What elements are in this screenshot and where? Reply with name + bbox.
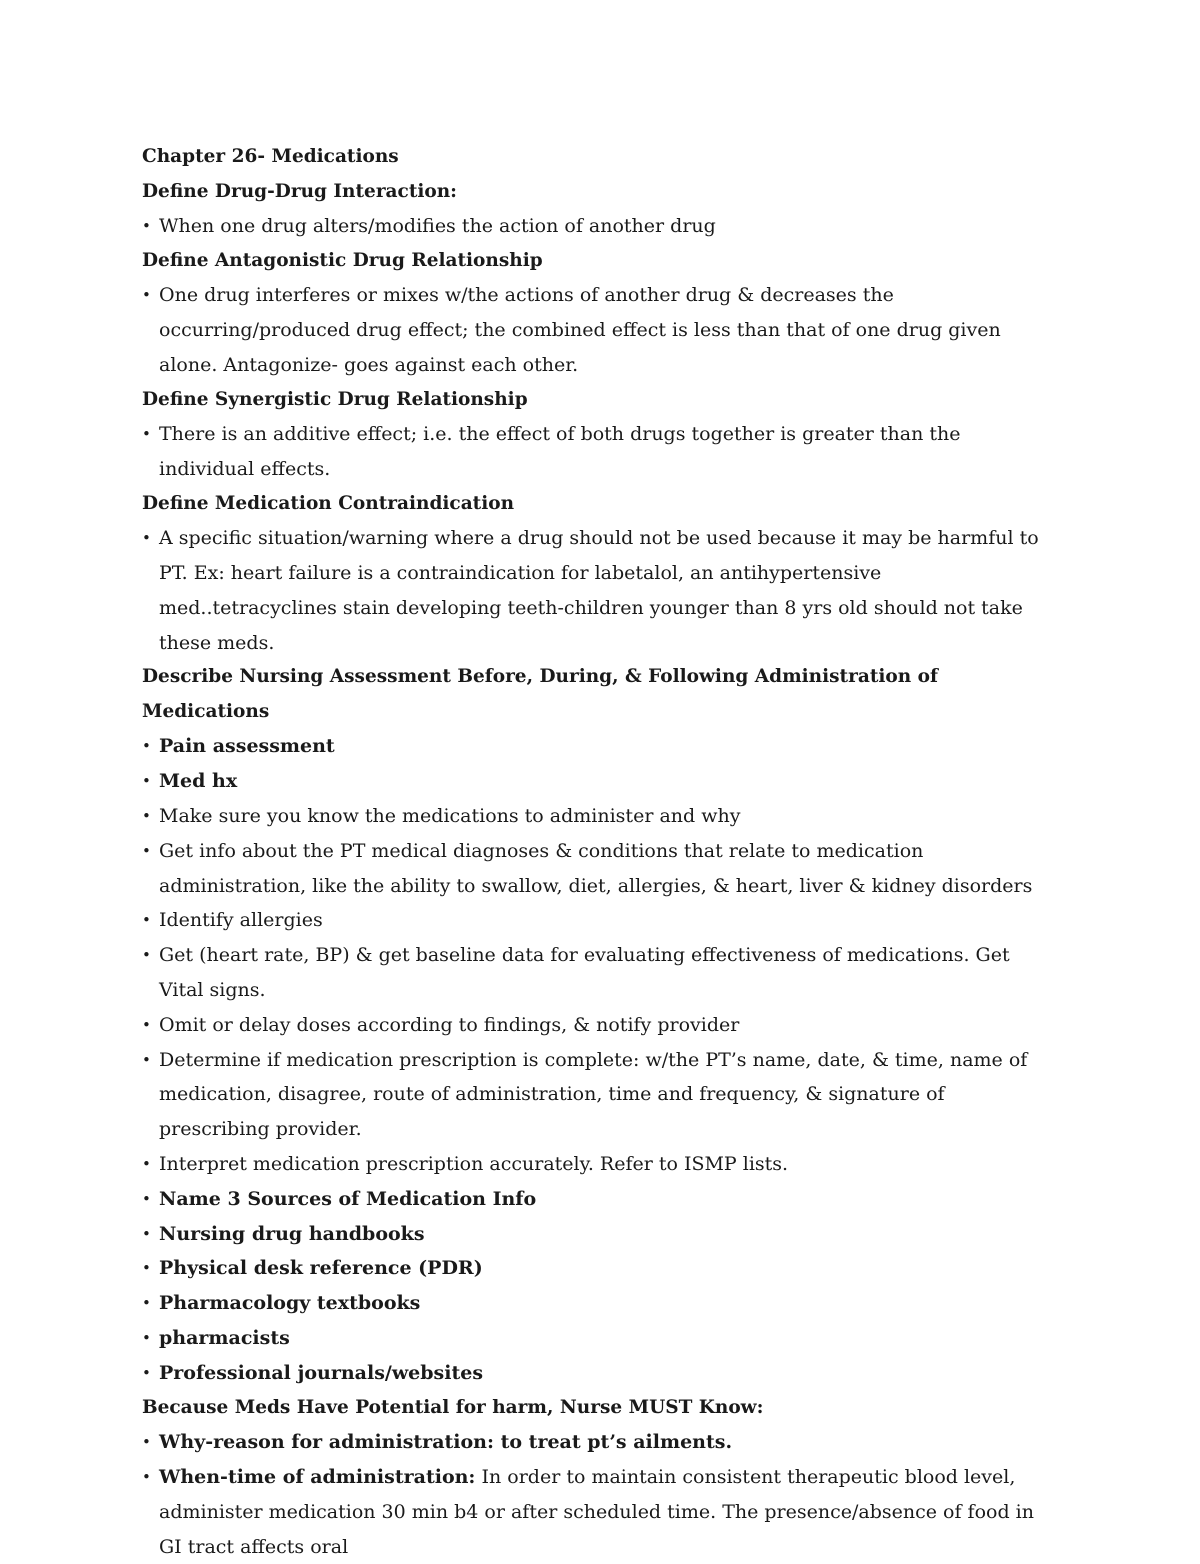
- bullet-icon: •: [142, 946, 151, 965]
- list-drug-drug-interaction: [142, 209, 1055, 244]
- list-item: • Make sure you know the medications to administer and why: [142, 799, 1055, 834]
- bullet-icon: •: [142, 1224, 151, 1243]
- list-item: • A specific situation/warning where a drug should not be used because it may be harmful to PT. Ex: heart failure is a contraindication for labetalol, an antihypertensive med..tetracyclines stain developing teeth-children younger than 8 yrs old should not take these meds.: [142, 521, 1055, 660]
- bullet-icon: •: [142, 1294, 151, 1313]
- bullet-icon: •: [142, 1329, 151, 1348]
- list-item: • Determine if medication prescription is complete: w/the PT’s name, date, & time, name of medication, disagree, route of administration, time and frequency, & signature of prescribing provider.: [142, 1043, 1055, 1147]
- bullet-icon: •: [142, 807, 151, 826]
- bullet-icon: •: [142, 1433, 151, 1452]
- list-item: • One drug interferes or mixes w/the actions of another drug & decreases the occurring/produced drug effect; the combined effect is less than that of one drug given alone. Antagonize- goes against each other.: [142, 278, 1055, 382]
- bullet-icon: •: [142, 841, 151, 860]
- list-item: • Name 3 Sources of Medication Info: [142, 1182, 1055, 1217]
- bullet-icon: •: [142, 1259, 151, 1278]
- bullet-icon: •: [142, 1050, 151, 1069]
- heading-synergistic: Define Synergistic Drug Relationship: [142, 388, 528, 410]
- list-item: • Nursing drug handbooks: [142, 1217, 1055, 1252]
- list-item: • Why-reason for administration: to treat pt’s ailments.: [142, 1425, 1055, 1460]
- bullet-icon: •: [142, 286, 151, 305]
- list-nurse-must-know: [142, 1425, 1055, 1564]
- bullet-icon: •: [142, 529, 151, 548]
- list-item: • Professional journals/websites: [142, 1356, 1055, 1391]
- bullet-icon: •: [142, 1189, 151, 1208]
- chapter-title: Chapter 26- Medications: [142, 146, 399, 167]
- bullet-icon: •: [142, 217, 151, 235]
- bullet-icon: •: [142, 1467, 151, 1486]
- list-item: • Pain assessment: [142, 729, 1055, 764]
- heading-drug-drug-interaction: Define Drug-Drug Interaction:: [142, 180, 458, 202]
- heading-nursing-assessment: Describe Nursing Assessment Before, During, & Following Administration of Medications: [142, 666, 938, 722]
- list-item: • Med hx: [142, 764, 1055, 799]
- bullet-icon: •: [142, 772, 151, 791]
- heading-nurse-must-know: Because Meds Have Potential for harm, Nurse MUST Know:: [142, 1396, 764, 1418]
- bullet-icon: •: [142, 911, 151, 930]
- bullet-icon: •: [142, 1015, 151, 1034]
- bullet-icon: •: [142, 1363, 151, 1382]
- bullet-icon: •: [142, 1155, 151, 1174]
- list-item: • Interpret medication prescription accurately. Refer to ISMP lists.: [142, 1147, 1055, 1182]
- heading-contraindication: Define Medication Contraindication: [142, 492, 515, 514]
- list-synergistic: [142, 417, 1055, 487]
- list-item: • Omit or delay doses according to findings, & notify provider: [142, 1008, 1055, 1043]
- list-item: • Get (heart rate, BP) & get baseline data for evaluating effectiveness of medications. Get Vital signs.: [142, 938, 1055, 1008]
- list-item: • pharmacists: [142, 1321, 1055, 1356]
- list-nursing-assessment: [142, 729, 1055, 1390]
- list-antagonistic: [142, 278, 1055, 382]
- list-contraindication: [142, 521, 1055, 660]
- list-item: • There is an additive effect; i.e. the effect of both drugs together is greater than the individual effects.: [142, 417, 1055, 487]
- bullet-icon: •: [142, 425, 151, 444]
- bullet-icon: •: [142, 737, 151, 756]
- list-item: • Identify allergies: [142, 903, 1055, 938]
- list-item: • Pharmacology textbooks: [142, 1286, 1055, 1321]
- list-item: • Physical desk reference (PDR): [142, 1251, 1055, 1286]
- heading-antagonistic: Define Antagonistic Drug Relationship: [142, 249, 543, 271]
- list-item: • When one drug alters/modifies the action of another drug: [142, 209, 1055, 244]
- list-item: • Get info about the PT medical diagnoses & conditions that relate to medication administration, like the ability to swallow, diet, allergies, & heart, liver & kidney disorders: [142, 834, 1055, 904]
- list-item: • When-time of administration: In order to maintain consistent therapeutic blood level, administer medication 30 min b4 or after scheduled time. The presence/absence of food in GI tract affects oral: [142, 1460, 1055, 1564]
